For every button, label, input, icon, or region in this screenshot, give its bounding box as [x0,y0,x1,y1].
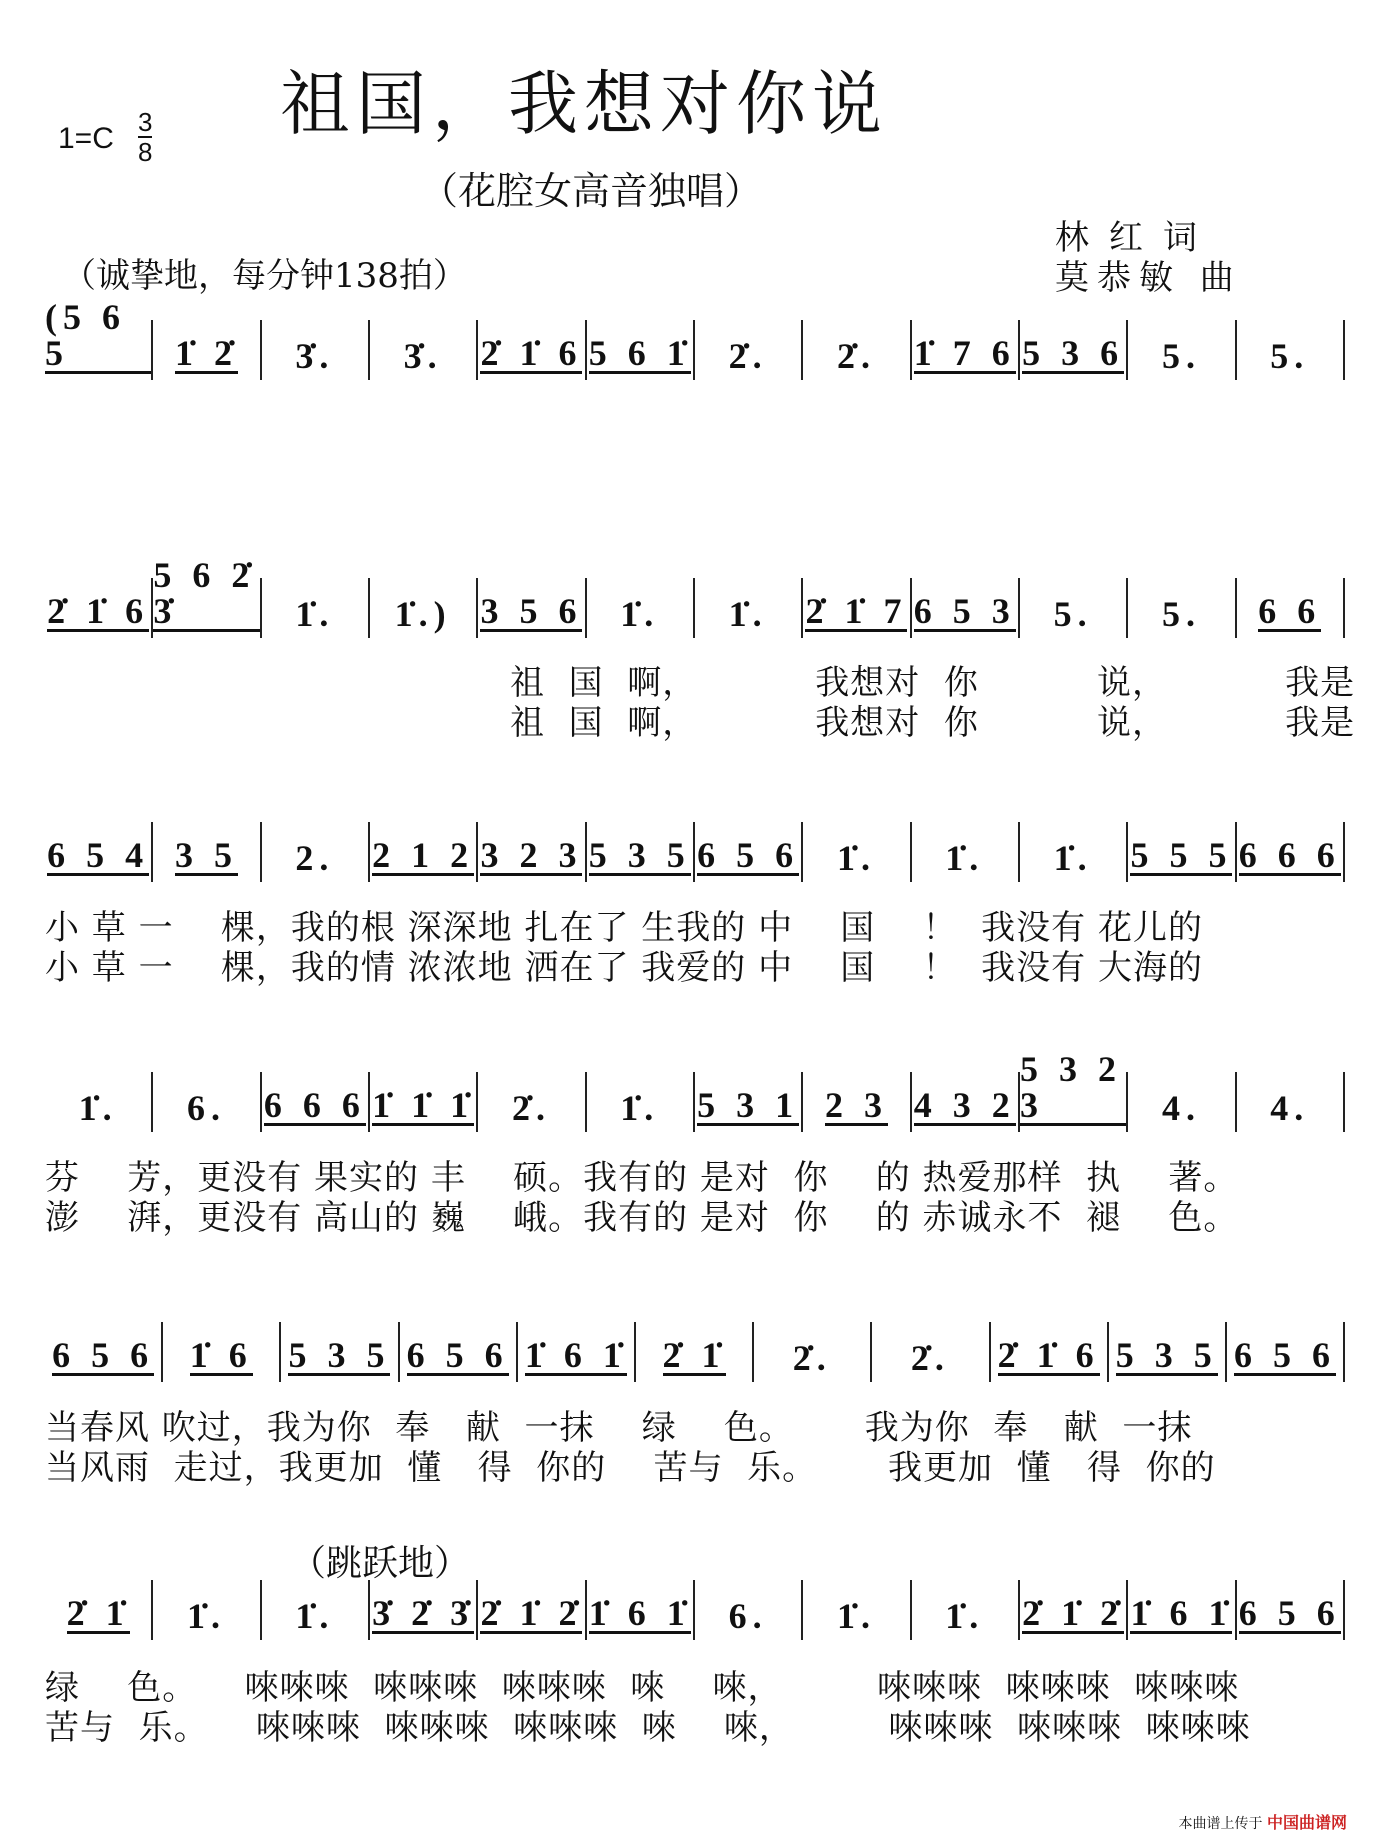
measure [1109,1322,1227,1382]
measure [370,578,478,638]
measure-notes: 3̇. [295,336,335,376]
measure [1020,578,1128,638]
measure [912,1072,1020,1132]
measure-notes: 6. [728,1596,768,1636]
measure-notes: 3 5 6 [480,591,583,631]
measure-notes: 2̇. [792,1338,832,1378]
measure-notes: 1̇. [836,1596,876,1636]
measure-notes: 1̇.) [394,594,452,634]
measure-notes: 6 5 6 [697,835,800,875]
measure-notes: 1̇ 2̇ [174,333,238,373]
measure [262,578,370,638]
measure [153,1072,261,1132]
lyrics-verse-2: 小 草 一 棵，我的情 浓浓地 洒在了 我爱的 中 国 ！ 我没有 大海的 [45,948,1203,988]
measure-notes: (5 6 5 [45,299,151,374]
measure [370,822,478,882]
measure [262,1580,370,1640]
measure-notes: 1̇ 6 1̇ [588,1593,691,1633]
measure [45,1322,163,1382]
measure [1020,1580,1128,1640]
measure [803,1580,911,1640]
measure [262,822,370,882]
measure [587,1580,695,1640]
measure [153,822,261,882]
footer-brand-logo: 中国曲谱网 [1266,1813,1347,1832]
measure-notes: 5 3 5 [1115,1335,1218,1375]
measure-notes: 2̇ 1̇ 6 [47,591,150,631]
measure-notes: 2 1 2 [372,835,475,875]
measure-notes: 5 3 5 [588,835,691,875]
staff-row [45,1322,1345,1382]
measure [45,578,153,638]
measure-notes: 2̇. [511,1088,551,1128]
measure [1237,822,1345,882]
measure-notes: 5. [1161,594,1201,634]
meter-top: 3 [138,107,153,137]
measure [370,1580,478,1640]
measure [45,1072,153,1132]
time-signature [138,108,152,166]
measure [1128,578,1236,638]
measure-notes: 1̇ 7 6 [913,333,1016,373]
tempo-marking: （诚挚地，每分钟138拍） [62,256,467,296]
measure [478,822,586,882]
lyrics-verse-2: 当风雨 走过，我更加 懂 得 你的 苦与 乐。 我更加 懂 得 你的 [45,1448,1216,1488]
lyrics-verse-1: 芬 芳，更没有 果实的 丰 硕。我有的 是对 你 的 热爱那样 执 著。 [45,1158,1239,1198]
measure-notes: 3̇ 2̇ 3̇ [372,1593,475,1633]
measure [163,1322,281,1382]
key-signature: 1=C [58,122,114,155]
measure-notes: 2̇ 1̇ [662,1335,726,1375]
composer: 莫恭敏 曲 [1055,258,1242,298]
song-title: 祖国，我想对你说 [280,63,888,145]
measure [695,1580,803,1640]
measure [872,1322,990,1382]
measure [153,555,261,638]
measure-notes: 6 6 [1258,591,1322,631]
staff-row [45,1049,1345,1132]
measure-notes: 4 3 2 [913,1085,1016,1125]
measure [1128,822,1236,882]
measure-notes: 1̇. [295,594,335,634]
measure [587,578,695,638]
measure [281,1322,399,1382]
lyricist: 林红词 [1055,218,1217,258]
measure-notes: 5 5 5 [1130,835,1233,875]
measure-notes: 2̇ 1̇ 6 [480,333,583,373]
footer [1179,1810,1347,1833]
measure-notes: 2̇ 1̇ 7 [805,591,908,631]
measure [636,1322,754,1382]
measure-notes: 2̇. [836,336,876,376]
measure-notes: 1̇ 1̇ 1̇ [372,1085,475,1125]
measure-notes: 1̇. [78,1088,118,1128]
measure [587,822,695,882]
measure [1020,320,1128,380]
measure-notes: 5 3 6 [1022,333,1125,373]
measure [400,1322,518,1382]
measure [370,320,478,380]
measure [478,320,586,380]
measure [1237,578,1345,638]
measure [695,1072,803,1132]
measure [45,1580,153,1640]
measure-notes: 1̇. [620,1088,660,1128]
staff-row [45,555,1345,638]
staff-row [45,297,1345,380]
measure [587,320,695,380]
measure [518,1322,636,1382]
measure-notes: 4. [1161,1088,1201,1128]
lyrics-verse-1: 祖 国 啊， 我想对 你 说， 我是 [510,663,1356,703]
measure-notes: 1̇. [295,1596,335,1636]
measure-notes: 2̇. [728,336,768,376]
measure-notes: 5. [1053,594,1093,634]
measure-notes: 1̇. [836,838,876,878]
measure [1128,1072,1236,1132]
measure-notes: 1̇. [186,1596,226,1636]
measure-notes: 6 5 3 [913,591,1016,631]
measure [262,320,370,380]
measure-notes: 2̇ 1̇ [66,1593,130,1633]
measure-notes: 6 6 6 [1238,835,1341,875]
measure [912,578,1020,638]
lyrics-verse-2: 祖 国 啊， 我想对 你 说， 我是 [510,703,1356,743]
measure-notes: 5. [1161,336,1201,376]
measure-notes: 5 3 5 [288,1335,391,1375]
measure [754,1322,872,1382]
measure [1237,320,1345,380]
measure [803,1072,911,1132]
measure-notes: 1̇. [728,594,768,634]
measure-notes: 3̇. [403,336,443,376]
measure-notes: 4. [1270,1088,1310,1128]
measure [1128,320,1236,380]
measure [1237,1072,1345,1132]
measure [991,1322,1109,1382]
measure-notes: 1̇. [1053,838,1093,878]
measure-notes: 2 3 [824,1085,888,1125]
lyrics-verse-1: 当春风 吹过，我为你 奉 献 一抹 绿 色。 我为你 奉 献 一抹 [45,1408,1193,1448]
measure-notes: 1̇. [620,594,660,634]
measure [153,1580,261,1640]
meter-bottom: 8 [138,137,153,167]
measure-notes: 3 2 3 [480,835,583,875]
measure [912,822,1020,882]
measure [1128,1580,1236,1640]
measure-notes: 6 5 6 [1238,1593,1341,1633]
lyrics-verse-1: 小 草 一 棵，我的根 深深地 扎在了 生我的 中 国 ！ 我没有 花儿的 [45,908,1203,948]
measure-notes: 5 3 1 [697,1085,800,1125]
measure-notes: 1̇. [945,838,985,878]
measure [695,578,803,638]
measure-notes: 1̇ 6 [189,1335,253,1375]
measure-notes: 5 3 2 3 [1020,1051,1126,1126]
measure-notes: 6 5 6 [406,1335,509,1375]
measure [478,1072,586,1132]
measure [370,1072,478,1132]
measure-notes: 6 5 6 [1233,1335,1336,1375]
measure [912,1580,1020,1640]
measure [587,1072,695,1132]
measure [695,822,803,882]
measure-notes: 1̇ 6 1̇ [524,1335,627,1375]
measure-notes: 5. [1270,336,1310,376]
measure-notes: 6 6 6 [263,1085,366,1125]
measure [45,822,153,882]
measure-notes: 2. [295,838,335,878]
measure-notes: 3 5 [174,835,238,875]
measure-notes: 2̇. [910,1338,950,1378]
measure [912,320,1020,380]
measure [695,320,803,380]
measure [1019,1049,1128,1132]
measure [1227,1322,1345,1382]
measure [478,1580,586,1640]
measure [803,578,911,638]
lyrics-verse-2: 苦与 乐。 唻唻唻 唻唻唻 唻唻唻 唻 唻， 唻唻唻 唻唻唻 唻唻唻 [45,1708,1251,1748]
measure [45,297,153,380]
measure [153,320,261,380]
subtitle: （花腔女高音独唱） [420,169,763,213]
staff-row [45,822,1345,882]
measure [1237,1580,1345,1640]
lyrics-verse-2: 澎 湃，更没有 高山的 巍 峨。我有的 是对 你 的 赤诚永不 褪 色。 [45,1198,1239,1238]
lyrics-verse-1: 绿 色。 唻唻唻 唻唻唻 唻唻唻 唻 唻， 唻唻唻 唻唻唻 唻唻唻 [45,1668,1240,1708]
measure-notes: 6 5 6 [52,1335,155,1375]
measure [803,320,911,380]
measure-notes: 1̇. [945,1596,985,1636]
measure-notes: 1̇ 6 1̇ [1130,1593,1233,1633]
footer-text: 本曲谱上传于 [1178,1816,1263,1832]
measure-notes: 2̇ 1̇ 2̇ [480,1593,583,1633]
measure-notes: 6. [186,1088,226,1128]
measure-notes: 6 5 4 [47,835,150,875]
measure [1020,822,1128,882]
measure-notes: 2̇ 1̇ 6 [997,1335,1100,1375]
measure [478,578,586,638]
measure [803,822,911,882]
staff-row [45,1580,1345,1640]
measure [262,1072,370,1132]
measure-notes: 2̇ 1̇ 2̇ [1022,1593,1125,1633]
measure-notes: 5 6 1̇ [588,333,691,373]
measure-notes: 5 6 2̇ 3̇ [153,557,259,632]
expression-marking: （跳跃地） [290,1543,471,1584]
